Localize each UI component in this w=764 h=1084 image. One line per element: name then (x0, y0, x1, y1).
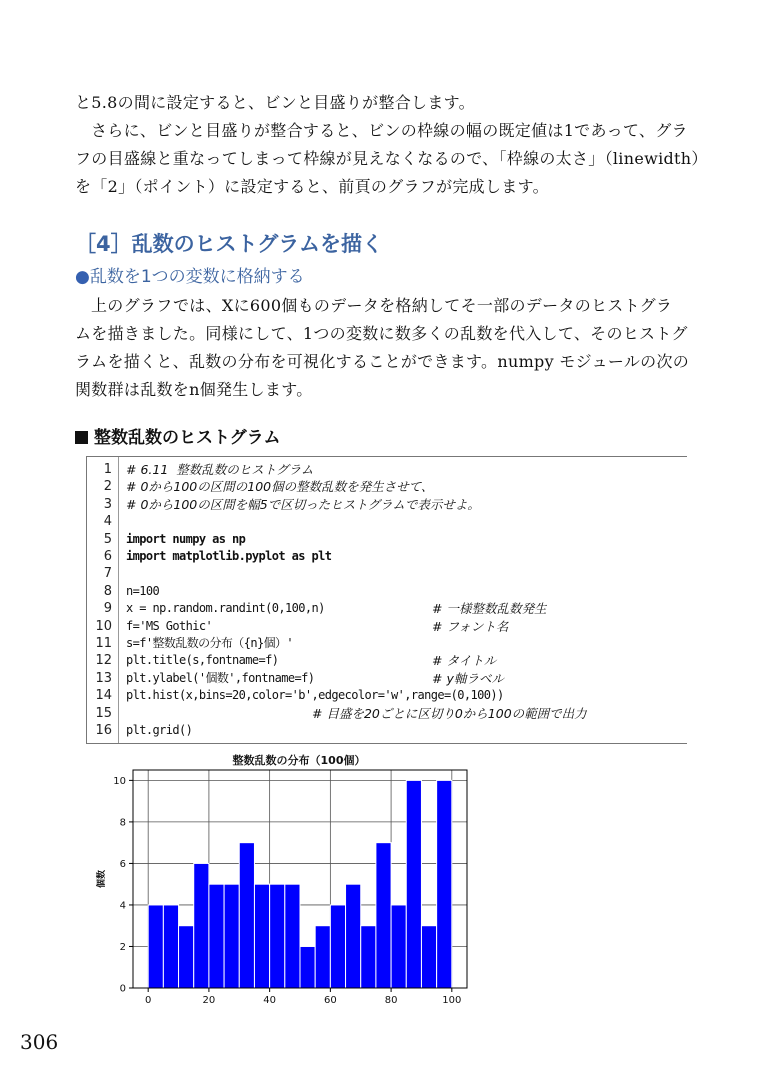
code-line (87, 635, 687, 652)
line-number: 12 (95, 653, 112, 669)
body-line: ムを描きました。同様にして、1つの変数に数多くの乱数を代入して、そのヒストグ (75, 324, 688, 343)
line-number: 8 (103, 583, 112, 599)
histogram-bar (254, 884, 269, 988)
subsection-title (75, 262, 305, 287)
line-number: 11 (95, 636, 112, 651)
x-tick-label: 20 (202, 995, 216, 1006)
code-line (87, 513, 687, 530)
code-line (87, 722, 687, 739)
line-number: 3 (103, 496, 112, 512)
x-tick-label: 0 (144, 995, 152, 1006)
line-number: 9 (103, 601, 112, 617)
code-text: n=100 (126, 583, 160, 598)
histogram-bar (315, 926, 330, 988)
paragraph-continued: と5.8の間に設定すると、ビンと目盛りが整合します。 (75, 93, 475, 112)
code-line (87, 618, 687, 635)
x-tick-label: 40 (263, 995, 277, 1006)
y-tick-label: 4 (119, 900, 126, 912)
section-title: ［4］乱数のヒストグラムを描く (75, 232, 383, 256)
histogram-bar (437, 780, 452, 988)
code-line (87, 687, 687, 704)
histogram-bar (391, 905, 406, 988)
body-line: 上のグラフでは、Xに600個ものデータを格納してそ一部のデータのヒストグラ (91, 296, 673, 315)
listing-title-text: 整数乱数のヒストグラム (94, 428, 281, 448)
code-line (87, 670, 687, 687)
code-text: f='MS Gothic' (126, 618, 213, 633)
code-comment: # 目盛を20ごとに区切り0から100の範囲で出力 (312, 705, 587, 721)
histogram-bar (346, 884, 361, 988)
histogram-bar (270, 884, 285, 988)
code-line (87, 583, 687, 600)
body-line: 関数群は乱数をn個発生します。 (75, 380, 313, 399)
line-number: 4 (103, 514, 112, 530)
code-line (87, 565, 687, 582)
histogram-bar (361, 926, 376, 988)
code-comment: # y軸ラベル (432, 670, 504, 686)
histogram-bar (179, 926, 194, 988)
line-number: 14 (95, 688, 112, 704)
x-tick-label: 60 (323, 995, 337, 1006)
line-number: 7 (103, 566, 112, 582)
paragraph-line: フの目盛線と重なってしまって枠線が見えなくなるので、「枠線の太さ」（linewidth） (75, 149, 708, 168)
code-line (87, 496, 687, 513)
histogram-chart (80, 748, 480, 1018)
listing-title (75, 423, 281, 448)
code-line (87, 531, 687, 548)
y-tick-label: 10 (113, 775, 126, 787)
code-line (87, 600, 687, 617)
x-tick-label: 80 (384, 995, 398, 1006)
code-line (87, 548, 687, 565)
line-number: 13 (95, 670, 112, 686)
histogram-bar (421, 926, 436, 988)
line-number: 2 (103, 479, 112, 495)
code-text: import matplotlib.pyplot as plt (126, 549, 332, 563)
code-comment: # 0から100の区間の100個の整数乱数を発生させて、 (126, 479, 434, 495)
histogram-bar (239, 843, 254, 988)
code-line (87, 652, 687, 669)
code-text: plt.title(s,fontname=f) (126, 653, 279, 668)
code-comment: # 一様整数乱数発生 (432, 601, 547, 617)
line-number: 5 (103, 531, 112, 547)
code-line (87, 478, 687, 495)
code-listing (86, 456, 687, 744)
code-text: plt.hist(x,bins=20,color='b',edgecolor='w',range=(0,100)) (126, 688, 504, 703)
code-line (87, 461, 687, 478)
line-number: 15 (95, 705, 112, 721)
line-number: 1 (103, 462, 112, 477)
histogram-bar (163, 905, 178, 988)
histogram-bar (330, 905, 345, 988)
paragraph-line: を「2」（ポイント）に設定すると、前頁のグラフが完成します。 (75, 177, 549, 196)
y-tick-label: 8 (119, 817, 126, 829)
y-axis-label: 個数 (97, 869, 107, 889)
paragraph-line: さらに、ビンと目盛りが整合すると、ビンの枠線の幅の既定値は1であって、グラ (91, 121, 688, 140)
code-text: plt.grid() (126, 723, 193, 737)
histogram-bar (224, 884, 239, 988)
line-number: 16 (95, 723, 112, 738)
code-comment: # 0から100の区間を幅5で区切ったヒストグラムで表示せよ。 (126, 496, 480, 512)
code-comment: # タイトル (432, 653, 497, 669)
histogram-bar (376, 843, 391, 988)
code-comment: # フォント名 (432, 618, 509, 634)
code-comment: # 6.11 整数乱数のヒストグラム (126, 462, 314, 477)
line-number: 6 (103, 549, 112, 564)
chart-title: 整数乱数の分布（100個） (232, 754, 366, 767)
subsection-title-text: 乱数を1つの変数に格納する (89, 267, 305, 287)
bullet-icon: ● (75, 267, 90, 287)
code-text: import numpy as np (126, 531, 246, 546)
code-text: x = np.random.randint(0,100,n) (126, 601, 325, 616)
body-line: ラムを描くと、乱数の分布を可視化することができます。numpy モジュールの次の (75, 352, 690, 371)
y-tick-label: 6 (119, 858, 126, 870)
square-bullet-icon (75, 431, 88, 444)
histogram-bar (406, 780, 421, 988)
line-number: 10 (95, 618, 112, 634)
histogram-bar (300, 946, 315, 988)
histogram-bar (209, 884, 224, 988)
y-tick-label: 2 (119, 941, 126, 953)
x-tick-label: 100 (442, 995, 462, 1006)
code-line (87, 705, 687, 722)
code-text: plt.ylabel('個数',fontname=f) (126, 670, 315, 685)
histogram-bar (285, 884, 300, 988)
histogram-bar (194, 863, 209, 988)
y-tick-label: 0 (119, 983, 126, 995)
code-text: s=f'整数乱数の分布（{n}個）' (126, 636, 293, 650)
histogram-bar (148, 905, 163, 988)
page-number: 306 (20, 1030, 59, 1054)
